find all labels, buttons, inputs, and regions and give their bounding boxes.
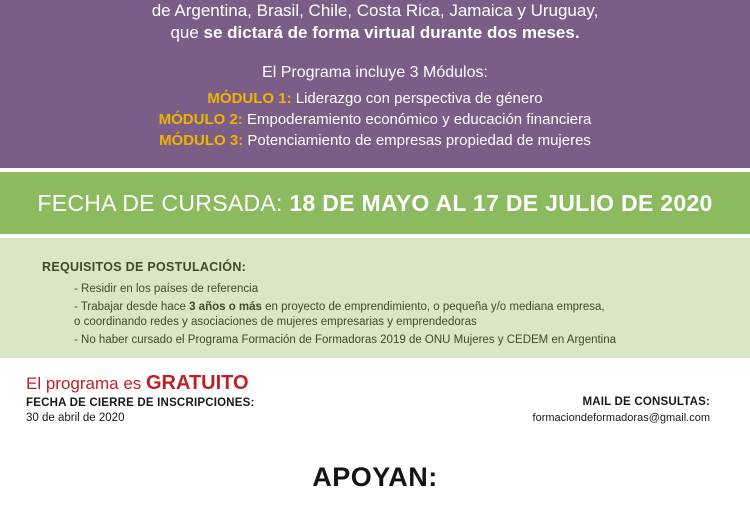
course-date-label: FECHA DE CURSADA: [37, 189, 290, 216]
header-line-2-prefix: que [170, 23, 204, 42]
contact-mail-value[interactable]: formaciondeformadoras@gmail.com [532, 412, 710, 424]
gratuito-word: GRATUITO [146, 372, 249, 394]
module-text: Potenciamiento de empresas propiedad de mujeres [243, 132, 591, 149]
module-label: MÓDULO 1: [207, 90, 292, 107]
module-text: Liderazgo con perspectiva de género [291, 90, 543, 107]
requirement-text: - Residir en los países de referencia [74, 283, 259, 295]
header-line-2 [0, 22, 750, 44]
requirement-prefix: - Trabajar desde hace [74, 301, 190, 313]
requirements-block [0, 238, 750, 358]
module-row [0, 88, 750, 109]
module-row [0, 109, 750, 130]
gratuito-line [26, 372, 249, 395]
requirement-item [74, 282, 258, 297]
requirement-text-line-2: o coordinando redes y asociaciones de mujeres empresarias y emprendedoras [74, 316, 477, 328]
info-strip [0, 362, 750, 440]
module-label: MÓDULO 3: [159, 132, 244, 149]
course-date-band [0, 172, 750, 234]
header-line-2-bold: se dictará de forma virtual durante dos meses. [203, 23, 580, 42]
contact-mail-label: MAIL DE CONSULTAS: [582, 396, 710, 408]
course-date-text [37, 190, 712, 217]
requirements-title: REQUISITOS DE POSTULACIÓN: [42, 260, 247, 274]
apoyan-heading: APOYAN: [312, 462, 438, 492]
module-label: MÓDULO 2: [158, 111, 243, 128]
course-date-value: 18 DE MAYO AL 17 DE JULIO DE 2020 [289, 189, 713, 216]
requirement-text-line-1 [74, 300, 605, 315]
requirement-text: - No haber cursado el Programa Formación de Formadoras 2019 de ONU Mujeres y CEDEM en Argentina [74, 334, 617, 346]
module-text: Empoderamiento económico y educación financiera [242, 111, 592, 128]
closing-date-value: 30 de abril de 2020 [26, 412, 125, 424]
requirement-item [74, 300, 605, 330]
purple-header-block [0, 0, 750, 168]
requirement-bold: 3 años o más [189, 301, 262, 313]
requirement-item [74, 333, 616, 348]
gratuito-prefix: El programa es [26, 374, 146, 393]
module-row [0, 130, 750, 151]
requirement-suffix: en proyecto de emprendimiento, o pequeña y/o mediana empresa, [261, 301, 605, 313]
closing-date-label: FECHA DE CIERRE DE INSCRIPCIONES: [26, 397, 255, 409]
header-line-1: de Argentina, Brasil, Chile, Costa Rica, Jamaica y Uruguay, [151, 1, 599, 20]
modules-intro: El Programa incluye 3 Módulos: [262, 64, 488, 81]
